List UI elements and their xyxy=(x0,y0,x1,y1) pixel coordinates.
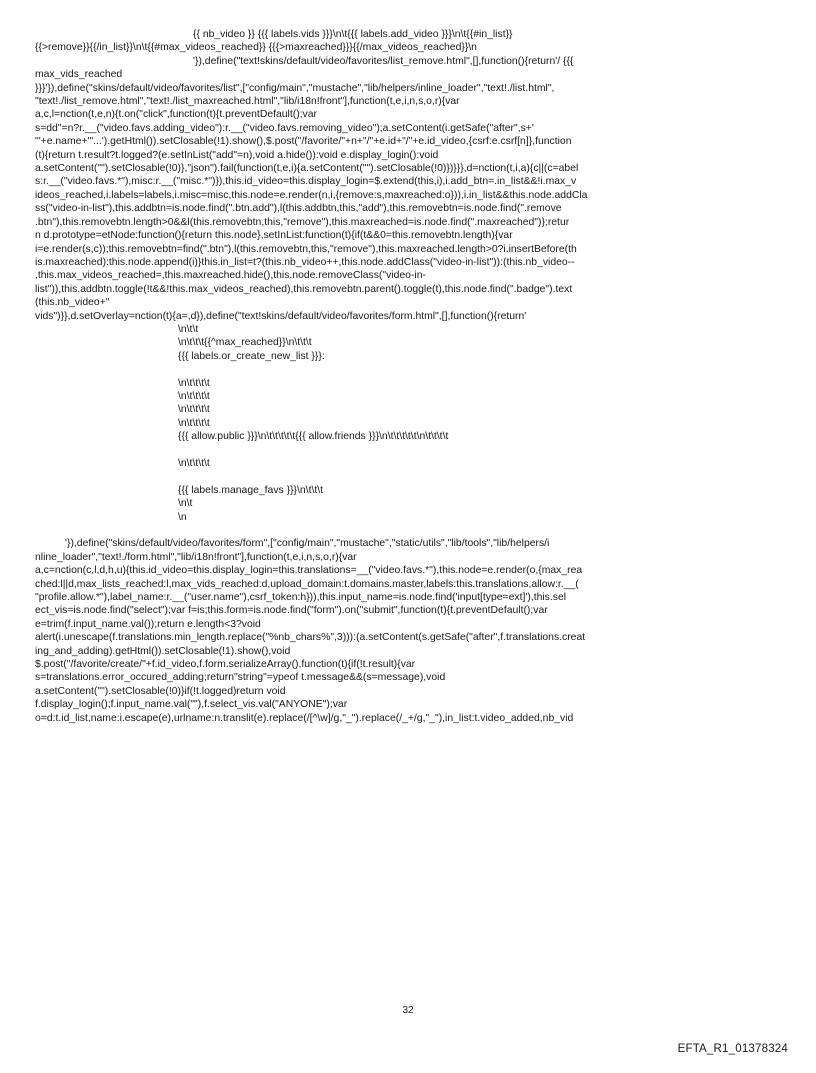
blank-line xyxy=(35,524,787,537)
code-line: ideos_reached,i.labels=labels,i.misc=misc,this.node=e.render(n,i,{remove:s,maxreached:o})),i.in_list&&this.node.addCla xyxy=(35,189,588,201)
code-line: \n\t xyxy=(178,498,193,510)
code-line: vids")}},d.setOverlay=nction(t){a=,d}),define("text!skins/default/video/favorites/form.html",[],function(){return' xyxy=(35,310,527,322)
document-id: EFTA_R1_01378324 xyxy=(677,1043,788,1055)
code-line: s:r.__("video.favs.*"),misc:r.__("misc.*")}),this.id_video=this.display_login=$.extend(this,i),i.add_btn=.in_list&&!i.max_v xyxy=(35,176,577,188)
code-line: a,c=nction(c,l,d,h,u){this.id_video=this.display_login=this.translations=__("video.favs.*"),this.node=e.render(o,{max_rea xyxy=(35,565,583,577)
code-line: {{{ allow.public }}}\n\t\t\t\t\t{{{ allow.friends }}}\n\t\t\t\t\t\n\t\t\t\t xyxy=(178,431,449,443)
code-line: \n xyxy=(178,511,187,523)
code-line: a.setContent("").setClosable(!0)},"json").fail(function(t,e,i){a.setContent("").setClosable(!0)})}}},d=nction(t,i,a){c||(c=abel xyxy=(35,163,579,175)
code-line: (this.nb_video+" xyxy=(35,297,110,309)
code-text-block xyxy=(35,28,787,725)
code-line: "'+e.name+'"...').getHtml()).setClosable(!1).show(),$.post("/favorite/"+n+"/"+e.id+"/"+e.id_video,{csrf:e.csrf[n]},function xyxy=(35,136,572,148)
code-line: ss("video-in-list"),this.addbtn=is.node.find(".btn.add"),l(this.addbtn,this,"add"),this.removebtn=is.node.find(".remove xyxy=(35,203,562,215)
code-line: ched:l||d,max_lists_reached:l,max_vids_reached:d,upload_domain:t.domains.master,labels:this.translations,allow:r.__( xyxy=(35,578,579,590)
code-line: n d.prototype=etNode:function(){return this.node},setInList:function(t){if(t&&0=this.removebtn.length){var xyxy=(35,230,513,242)
code-line: s=translations.error_occured_adding;return"string"=ypeof t.message&&(s=message),void xyxy=(35,672,446,684)
code-line: max_vids_reached xyxy=(35,69,123,81)
blank-line xyxy=(35,363,787,376)
code-line: {{>remove}}{{/in_list}}\n\t{{#max_videos_reached}} {{{>maxreached}}}{{/max_videos_reached}}\n xyxy=(35,42,477,54)
code-line: $.post("/favorite/create/"+f.id_video,f.form.serializeArray(),function(t){if(!t.result){var xyxy=(35,659,416,671)
page-number: 32 xyxy=(402,1005,414,1016)
code-line: e=trim(f.input_name.val());return e.length<3?void xyxy=(35,618,261,630)
code-line: \n\t\t xyxy=(178,323,199,335)
code-line: i=e.render(s,c));this.removebtn=find(".btn"),l(this.removebtn,this,"remove"),this.maxreached.length>0?i.insertBefore(th xyxy=(35,243,577,255)
code-line: "profile.allow.*"),label_name:r.__("user.name"),csrf_token:h})),this.input_name=is.node.find('input[type=ext]'),this.sel xyxy=(35,592,567,603)
code-line: ect_vis=is.node.find("select");var f=is;this.form=is.node.find("form").on("submit",function(t){t.preventDefault();var xyxy=(35,605,548,617)
code-line: nline_loader","text!./form.html","lib/i18n!front"],function(t,e,i,n,s,o,r){var xyxy=(35,551,357,563)
code-line: (t){return t.result?t.logged?(e.setInList("add"=n),void a.hide()):void e.display_login():void xyxy=(35,149,439,161)
code-line: \n\t\t\t\t xyxy=(178,404,210,416)
code-line: alert(i.unescape(f.translations.min_length.replace("%nb_chars%",3))):(a.setContent(s.getSafe("after",f.translations.creat xyxy=(35,632,586,644)
code-line: a,c,l=nction(t,e,n){t.on("click",function(t){t.preventDefault();var xyxy=(35,109,317,121)
code-line: '}),define("text!skins/default/video/favorites/list_remove.html",[],function(){return'/ {{{ xyxy=(193,55,574,67)
code-line: s=dd"=n?r.__("video.favs.adding_video"):r.__("video.favs.removing_video");a.setContent(i.getSafe("after",s+' xyxy=(35,122,534,134)
code-line: o=d:t.id_list,name:i.escape(e),urlname:n.translit(e).replace(/[^\w]/g,"_").replace(/_+/g,"_"),in_list:t.video_added,nb_vid xyxy=(35,712,574,724)
code-line: is.maxreached):this.node.append(i)}this.in_list=t?(this.nb_video++,this.node.addClass("video-in-list")):(this.nb_video-- xyxy=(35,256,575,268)
code-line: \n\t\t\t\t xyxy=(178,377,210,389)
blank-line xyxy=(35,470,787,483)
code-line: \n\t\t\t\t xyxy=(178,457,210,469)
code-line: \n\t\t\t{{^max_reached}}\n\t\t\t xyxy=(178,337,312,349)
code-line: }}}'}),define("skins/default/video/favorites/list",["config/main","mustache","lib/helpers/inline_loader","text!./list.html", xyxy=(35,82,555,94)
code-line: {{{ labels.manage_favs }}}\n\t\t\t xyxy=(178,484,324,496)
code-line: {{ nb_video }} {{{ labels.vids }}}\n\t{{{ labels.add_video }}}\n\t{{#in_list}} xyxy=(193,29,513,40)
code-line: {{{ labels.or_create_new_list }}}: xyxy=(178,350,325,362)
blank-line xyxy=(35,444,787,457)
code-line: list")),this.addbtn.toggle(!t&&!this.max_videos_reached),this.removebtn.parent().toggle(t),this.node.find(".badge").text xyxy=(35,283,573,295)
code-line: "text!./list_remove.html","text!./list_maxreached.html","lib/i18n!front"],function(t,e,i,n,s,o,r){var xyxy=(35,96,460,108)
code-line: \n\t\t\t\t xyxy=(178,390,210,402)
code-line: f.display_login();f.input_name.val(""),f.select_vis.val("ANYONE");var xyxy=(35,699,348,711)
code-line: ing_and_adding).getHtml()).setClosable(!1).show(),void xyxy=(35,645,291,657)
code-line: a.setContent("").setClosable(!0)}if(!t.logged)return void xyxy=(35,685,286,697)
code-line: ,this.max_videos_reached=,this.maxreached.hide(),this.node.removeClass("video-in- xyxy=(35,270,426,282)
code-line: '}),define("skins/default/video/favorites/form",["config/main","mustache","static/utils","lib/tools","lib/helpers/i xyxy=(65,538,550,550)
code-line: \n\t\t\t\t xyxy=(178,417,210,429)
code-line: .btn"),this.removebtn.length>0&&l(this.removebtn,this,"remove"),this.maxreached=is.node.find(".maxreached")};retur xyxy=(35,216,570,228)
